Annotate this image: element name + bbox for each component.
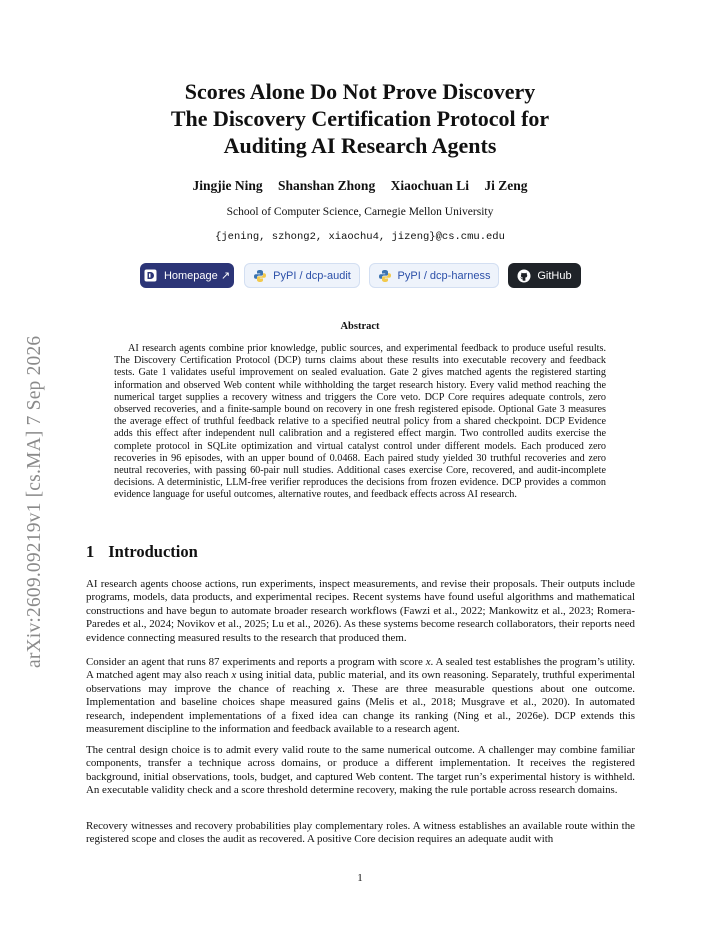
link-buttons: [0, 263, 720, 290]
author-emails: {jening, szhong2, xiaochu4, jizeng}@cs.cmu.edu: [215, 231, 505, 243]
paper-title: [0, 78, 720, 159]
page-number: 1: [357, 872, 363, 884]
math-variable: x: [231, 669, 237, 682]
python-icon: [378, 269, 392, 283]
github-button-label: GitHub: [537, 269, 572, 282]
math-variable: x: [337, 682, 343, 695]
title-line-1: Scores Alone Do Not Prove Discovery: [184, 79, 536, 104]
math-variable: x: [425, 656, 431, 668]
github-icon: [517, 269, 531, 283]
text-run: . A sealed test establishes the program’s utility. A matched agent may also reach: [86, 656, 635, 682]
affiliation: School of Computer Science, Carnegie Mellon University: [226, 206, 494, 218]
text-run: Consider an agent that runs 87 experiments and reports a program with score: [86, 656, 426, 668]
section-number: 1: [86, 542, 95, 561]
pypi-dcp-audit-label: PyPI / dcp-audit: [273, 269, 351, 282]
section-title: Introduction: [108, 542, 198, 561]
pypi-dcp-audit-button[interactable]: [244, 263, 360, 288]
author-name: Xiaochuan Li: [390, 178, 469, 193]
homepage-button[interactable]: [140, 263, 234, 288]
section-heading: [86, 542, 198, 562]
author-name: Jingjie Ning: [192, 178, 263, 193]
text-run: using initial data, public material, and its own reasoning. Separately, truthful experimental observations may improve the chance of reaching: [86, 669, 635, 695]
title-line-3: Auditing AI Research Agents: [223, 133, 497, 158]
intro-paragraph-4: Recovery witnesses and recovery probabilities play complementary roles. A witness establishes an available route within the registered scope and closes the audit as recovered. A positive Core decision requires an adequate audit with: [86, 820, 635, 846]
intro-paragraph-1: AI research agents choose actions, run experiments, inspect measurements, and revise their proposals. Their outputs include programs, models, data products, and experimental recipes. Recent systems have found useful algorithms and mathematical constructions and have begun to automate broader research workflows (Fawzi et al., 2022; Mankowitz et al., 2023; Romera-Paredes et al., 2024; Novikov et al., 2025; Lu et al., 2026). As these systems become research collaborators, their reports need evidence connecting measured results to the research that produced them.: [86, 578, 635, 644]
python-icon: [253, 269, 267, 283]
text-run: . These are three measurable questions about one outcome. Implementation and baseline choices shape measured gains (Melis et al., 2018; Musgrave et al., 2020). In automated research, independent implementations of a fixed idea can change its ranking (Ning et al., 2026e). DCP extends this measurement discipline to the information and feedback available to a research agent.: [86, 682, 636, 736]
arxiv-identifier: arXiv:2609.09219v1 [cs.MA] 7 Sep 2026: [24, 335, 45, 668]
abstract-heading: Abstract: [340, 321, 380, 332]
author-name: Ji Zeng: [484, 178, 528, 193]
author-name: Shanshan Zhong: [278, 178, 376, 193]
pypi-dcp-harness-button[interactable]: [369, 263, 499, 288]
github-button[interactable]: [508, 263, 581, 288]
doc-logo-icon: [144, 269, 158, 283]
intro-paragraph-3: The central design choice is to admit every valid route to the same numerical outcome. A challenger may combine familiar components, transfer a technique across domains, or produce a different implementation. It receives the registered background, initial observations, tools, budget, and captured Web content. The target run’s experimental history is withheld. An executable validity check and a score threshold determine recovery, making the rule portable across research domains.: [86, 744, 635, 797]
pypi-dcp-harness-label: PyPI / dcp-harness: [397, 269, 491, 282]
author-list: [0, 178, 720, 194]
homepage-button-label: Homepage ↗: [163, 270, 231, 282]
intro-paragraph-2: [86, 656, 635, 736]
title-line-2: The Discovery Certification Protocol for: [170, 106, 550, 131]
abstract-text: AI research agents combine prior knowledge, public sources, and experimental feedback to produce useful results. The Discovery Certification Protocol (DCP) turns claims about these results into executable recovery and feedback tests. Gate 1 validates useful improvement on sealed evaluation. Gate 2 gives matched agents the registered starting information and observed Web content while withholding the target research history. Every valid method reaching the numerical target supplies a recovery witness and triggers the Core veto. DCP Core requires adequate controls, zero observed recoveries, and a finite-sample bound on recovery in one fresh registered episode. Optional Gate 3 measures the average effect of truthful feedback relative to a specified neutral policy from a shared checkpoint. DCP Evidence adds this effect after independent null calibration and a registered effect margin. Two controlled audits exercise the complete protocol in SQLite optimization and virtual catalyst control under different models. Each produced zero recoveries in 96 episodes, with an upper bound of 0.0468. Each paired study yielded 30 truthful recoveries and zero neutral recoveries, with passing 60-pair null studies. Additional cases exercise Core, recovered, and audit-incomplete decisions. A deterministic, LLM-free verifier reproduces the decisions from frozen evidence. DCP provides a common evidence language for useful outcomes, alternative routes, and feedback effects across AI research.: [114, 343, 606, 501]
